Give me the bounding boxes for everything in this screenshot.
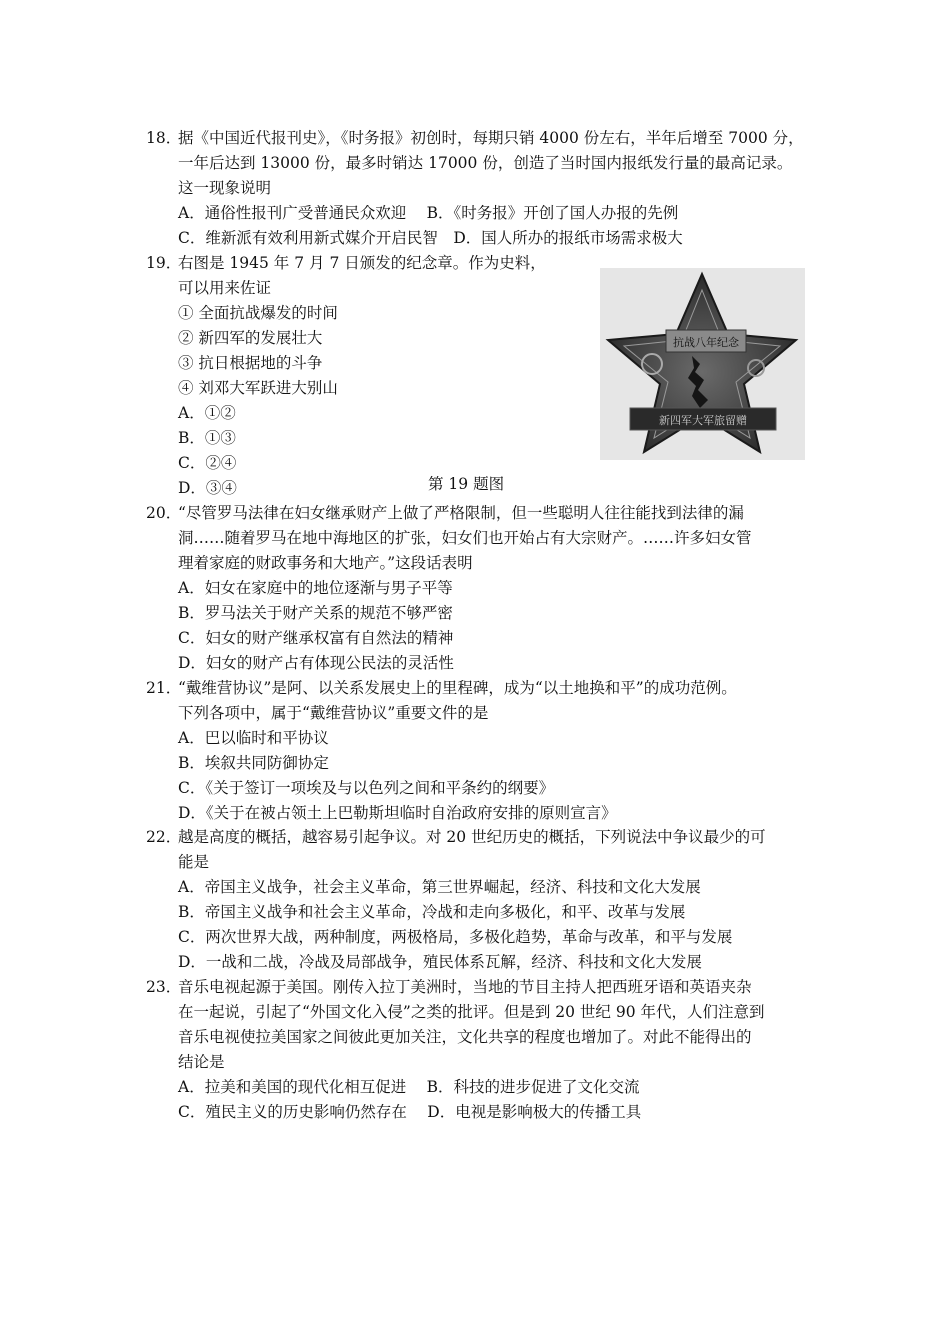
question-stem-line: 一年后达到 13000 份，最多时销达 17000 份，创造了当时国内报纸发行量的最高记录。	[178, 154, 793, 172]
option-b: B．①③	[178, 429, 236, 447]
statement-item: ④ 刘邓大军跃进大别山	[178, 379, 338, 397]
question-number: 20．	[146, 504, 182, 522]
option-row: A．拉美和美国的现代化相互促进 B．科技的进步促进了文化交流	[178, 1078, 640, 1096]
question-stem-line: 这一现象说明	[178, 179, 272, 197]
statement-item: ② 新四军的发展壮大	[178, 329, 323, 347]
question-stem-line: 理着家庭的财政事务和大地产。”这段话表明	[178, 554, 473, 572]
question-stem-line: 据《中国近代报刊史》，《时务报》初创时，每期只销 4000 份左右，半年后增至 7000 分，	[178, 129, 804, 147]
badge-top-text: 抗战八年纪念	[673, 336, 739, 349]
option-a: A．巴以临时和平协议	[178, 729, 329, 747]
option-row: C．维新派有效利用新式媒介开启民智 D．国人所办的报纸市场需求极大	[178, 229, 683, 247]
figure-caption: 第 19 题图	[428, 475, 505, 493]
commemorative-badge-photo	[600, 268, 805, 460]
question-stem-line: 结论是	[178, 1053, 225, 1071]
option-b: B．埃叙共同防御协定	[178, 754, 329, 772]
statement-item: ① 全面抗战爆发的时间	[178, 304, 338, 322]
option-b: B．罗马法关于财产关系的规范不够严密	[178, 604, 453, 622]
option-c: C．妇女的财产继承权富有自然法的精神	[178, 629, 454, 647]
option-c: C．两次世界大战，两种制度，两极格局，多极化趋势，革命与改革，和平与发展	[178, 928, 733, 946]
option-d: D．妇女的财产占有体现公民法的灵活性	[178, 654, 454, 672]
option-c: C．②④	[178, 454, 237, 472]
question-stem-line: “尽管罗马法律在妇女继承财产上做了严格限制，但一些聪明人往往能找到法律的漏	[178, 504, 744, 522]
question-stem-line: 洞……随着罗马在地中海地区的扩张，妇女们也开始占有大宗财产。……许多妇女管	[178, 529, 752, 547]
option-a: A．帝国主义战争，社会主义革命，第三世界崛起，经济、科技和文化大发展	[178, 878, 701, 896]
question-stem-line: 可以用来佐证	[178, 279, 272, 297]
question-stem-line: 音乐电视使拉美国家之间彼此更加关注，文化共享的程度也增加了。对此不能得出的	[178, 1028, 752, 1046]
option-c: C．《关于签订一项埃及与以色列之间和平条约的纲要》	[178, 779, 555, 797]
badge-bottom-text: 新四军大军旅留赠	[659, 414, 747, 427]
option-d: D．一战和二战，冷战及局部战争，殖民体系瓦解，经济、科技和文化大发展	[178, 953, 702, 971]
statement-item: ③ 抗日根据地的斗争	[178, 354, 323, 372]
question-number: 18．	[146, 129, 182, 147]
question-number: 21．	[146, 679, 182, 697]
option-row: C．殖民主义的历史影响仍然存在 D．电视是影响极大的传播工具	[178, 1103, 642, 1121]
option-d: D．③④	[178, 479, 237, 497]
question-number: 19．	[146, 254, 182, 272]
question-stem-line: 在一起说，引起了“外国文化入侵”之类的批评。但是到 20 世纪 90 年代，人们注意到	[178, 1003, 765, 1021]
question-stem-line: 能是	[178, 853, 210, 871]
question-stem-line: 下列各项中，属于“戴维营协议”重要文件的是	[178, 704, 489, 722]
question-stem-line: “戴维营协议”是阿、以关系发展史上的里程碑，成为“以土地换和平”的成功范例。	[178, 679, 737, 697]
question-number: 23．	[146, 978, 182, 996]
option-row: A．通俗性报刊广受普通民众欢迎 B．《时务报》开创了国人办报的先例	[178, 204, 679, 222]
option-d: D．《关于在被占领土上巴勒斯坦临时自治政府安排的原则宣言》	[178, 804, 617, 822]
question-stem-line: 音乐电视起源于美国。刚传入拉丁美洲时，当地的节目主持人把西班牙语和英语夹杂	[178, 978, 752, 996]
question-stem-line: 越是高度的概括，越容易引起争议。对 20 世纪历史的概括，下列说法中争议最少的可	[178, 828, 766, 846]
option-b: B．帝国主义战争和社会主义革命，冷战和走向多极化，和平、改革与发展	[178, 903, 686, 921]
option-a: A．妇女在家庭中的地位逐渐与男子平等	[178, 579, 453, 597]
question-number: 22．	[146, 828, 182, 846]
option-a: A．①②	[178, 404, 236, 422]
star-badge-icon	[600, 268, 805, 460]
question-stem-line: 右图是 1945 年 7 月 7 日颁发的纪念章。作为史料，	[178, 254, 546, 272]
